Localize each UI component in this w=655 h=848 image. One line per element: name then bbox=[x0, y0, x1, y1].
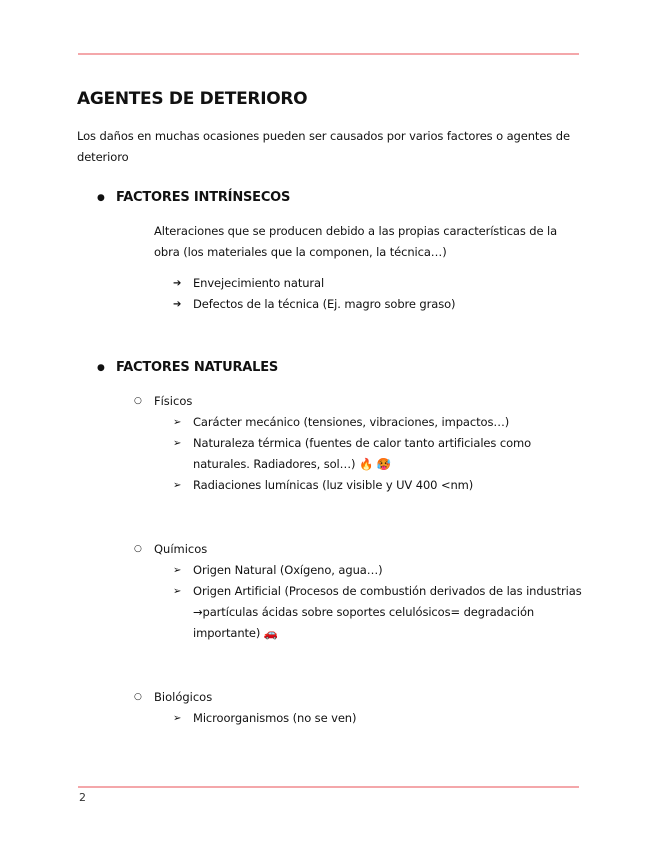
list-item: ➢ Radiaciones lumínicas (luz visible y UV 400 <nm) bbox=[77, 475, 582, 496]
top-rule bbox=[78, 53, 579, 55]
subsection-biologicos bbox=[77, 687, 582, 708]
subsection-label: Químicos bbox=[154, 542, 208, 556]
circle-bullet-icon: ○ bbox=[134, 692, 142, 702]
section-intrinsic-heading bbox=[77, 187, 582, 209]
subsection-label: Físicos bbox=[154, 394, 193, 408]
arrow-icon: ➔ bbox=[173, 299, 182, 310]
section-natural-heading bbox=[77, 357, 582, 379]
triangle-arrow-icon: ➢ bbox=[173, 565, 182, 576]
triangle-arrow-icon: ➢ bbox=[173, 713, 182, 724]
list-item: ➔ Envejecimiento natural bbox=[77, 273, 582, 294]
circle-bullet-icon: ○ bbox=[134, 544, 142, 554]
subsection-fisicos bbox=[77, 391, 582, 412]
circle-bullet-icon: ○ bbox=[134, 396, 142, 406]
triangle-arrow-icon: ➢ bbox=[173, 586, 182, 597]
subsection-quimicos bbox=[77, 539, 582, 560]
quimicos-list bbox=[77, 560, 582, 644]
biologicos-list bbox=[77, 708, 582, 729]
intro-paragraph: Los daños en muchas ocasiones pueden ser causados por varios factores o agentes de deterioro bbox=[77, 129, 570, 164]
list-item: ➢ Naturaleza térmica (fuentes de calor tanto artificiales como naturales. Radiadores, sol…) 🔥 🥵 bbox=[77, 433, 582, 475]
page-title: AGENTES DE DETERIORO bbox=[77, 89, 308, 109]
list-item: ➢ Origen Natural (Oxígeno, agua…) bbox=[77, 560, 582, 581]
intrinsic-description: Alteraciones que se producen debido a las propias características de la obra (los materiales que la componen, la técnica…) bbox=[154, 224, 558, 259]
heading-text: FACTORES INTRÍNSECOS bbox=[116, 190, 291, 205]
subsection-label: Biológicos bbox=[154, 690, 213, 704]
list-item: ➢ Microorganismos (no se ven) bbox=[77, 708, 582, 729]
page-number: 2 bbox=[79, 791, 86, 804]
intrinsic-list bbox=[77, 273, 582, 315]
list-item: ➔ Defectos de la técnica (Ej. magro sobre graso) bbox=[77, 294, 582, 315]
bottom-rule bbox=[78, 786, 579, 788]
fisicos-list bbox=[77, 412, 582, 496]
heading-text: FACTORES NATURALES bbox=[116, 360, 279, 375]
list-item: ➢ Carácter mecánico (tensiones, vibraciones, impactos…) bbox=[77, 412, 582, 433]
triangle-arrow-icon: ➢ bbox=[173, 417, 182, 428]
triangle-arrow-icon: ➢ bbox=[173, 438, 182, 449]
bullet-icon: ● bbox=[97, 363, 105, 373]
document-body bbox=[77, 86, 582, 729]
arrow-icon: ➔ bbox=[173, 278, 182, 289]
triangle-arrow-icon: ➢ bbox=[173, 480, 182, 491]
list-item: ➢ Origen Artificial (Procesos de combustión derivados de las industrias →partículas ácidas sobre soportes celulósicos= degradación importante) 🚗 bbox=[77, 581, 582, 644]
bullet-icon: ● bbox=[97, 193, 105, 203]
